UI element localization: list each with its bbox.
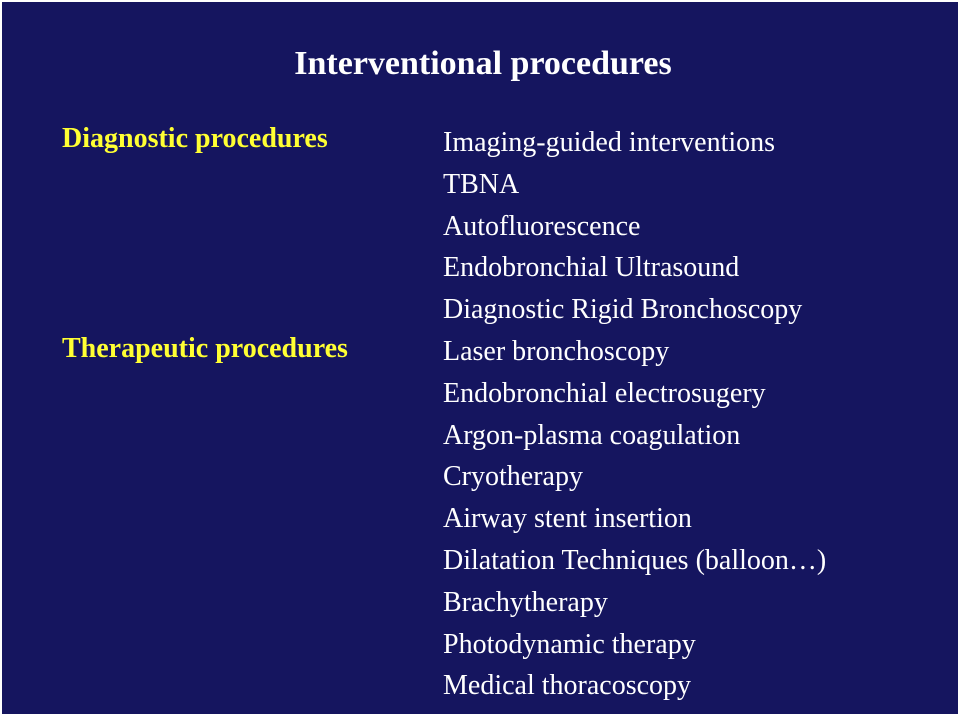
procedure-item: Dilatation Techniques (balloon…)	[443, 544, 827, 576]
procedure-item: TBNA	[443, 168, 520, 200]
category-diagnostic: Diagnostic procedures	[62, 123, 328, 154]
procedure-item: Endobronchial electrosugery	[443, 377, 766, 409]
procedure-item: Photodynamic therapy	[443, 628, 696, 660]
slide	[2, 2, 958, 714]
category-therapeutic: Therapeutic procedures	[62, 333, 348, 364]
procedure-item: Brachytherapy	[443, 586, 608, 618]
procedure-item: Autofluorescence	[443, 210, 641, 242]
procedure-item: Airway stent insertion	[443, 503, 692, 535]
procedure-item: Laser bronchoscopy	[443, 335, 670, 367]
procedure-item: Imaging-guided interventions	[443, 127, 776, 158]
procedure-item: Endobronchial Ultrasound	[443, 252, 740, 284]
procedure-item: Medical thoracoscopy	[443, 670, 692, 702]
procedure-list	[443, 122, 826, 707]
procedure-item: Diagnostic Rigid Bronchoscopy	[443, 294, 803, 326]
procedure-item: Cryotherapy	[443, 461, 583, 493]
procedure-item: Argon-plasma coagulation	[443, 419, 741, 451]
slide-title: Interventional procedures	[294, 45, 672, 82]
